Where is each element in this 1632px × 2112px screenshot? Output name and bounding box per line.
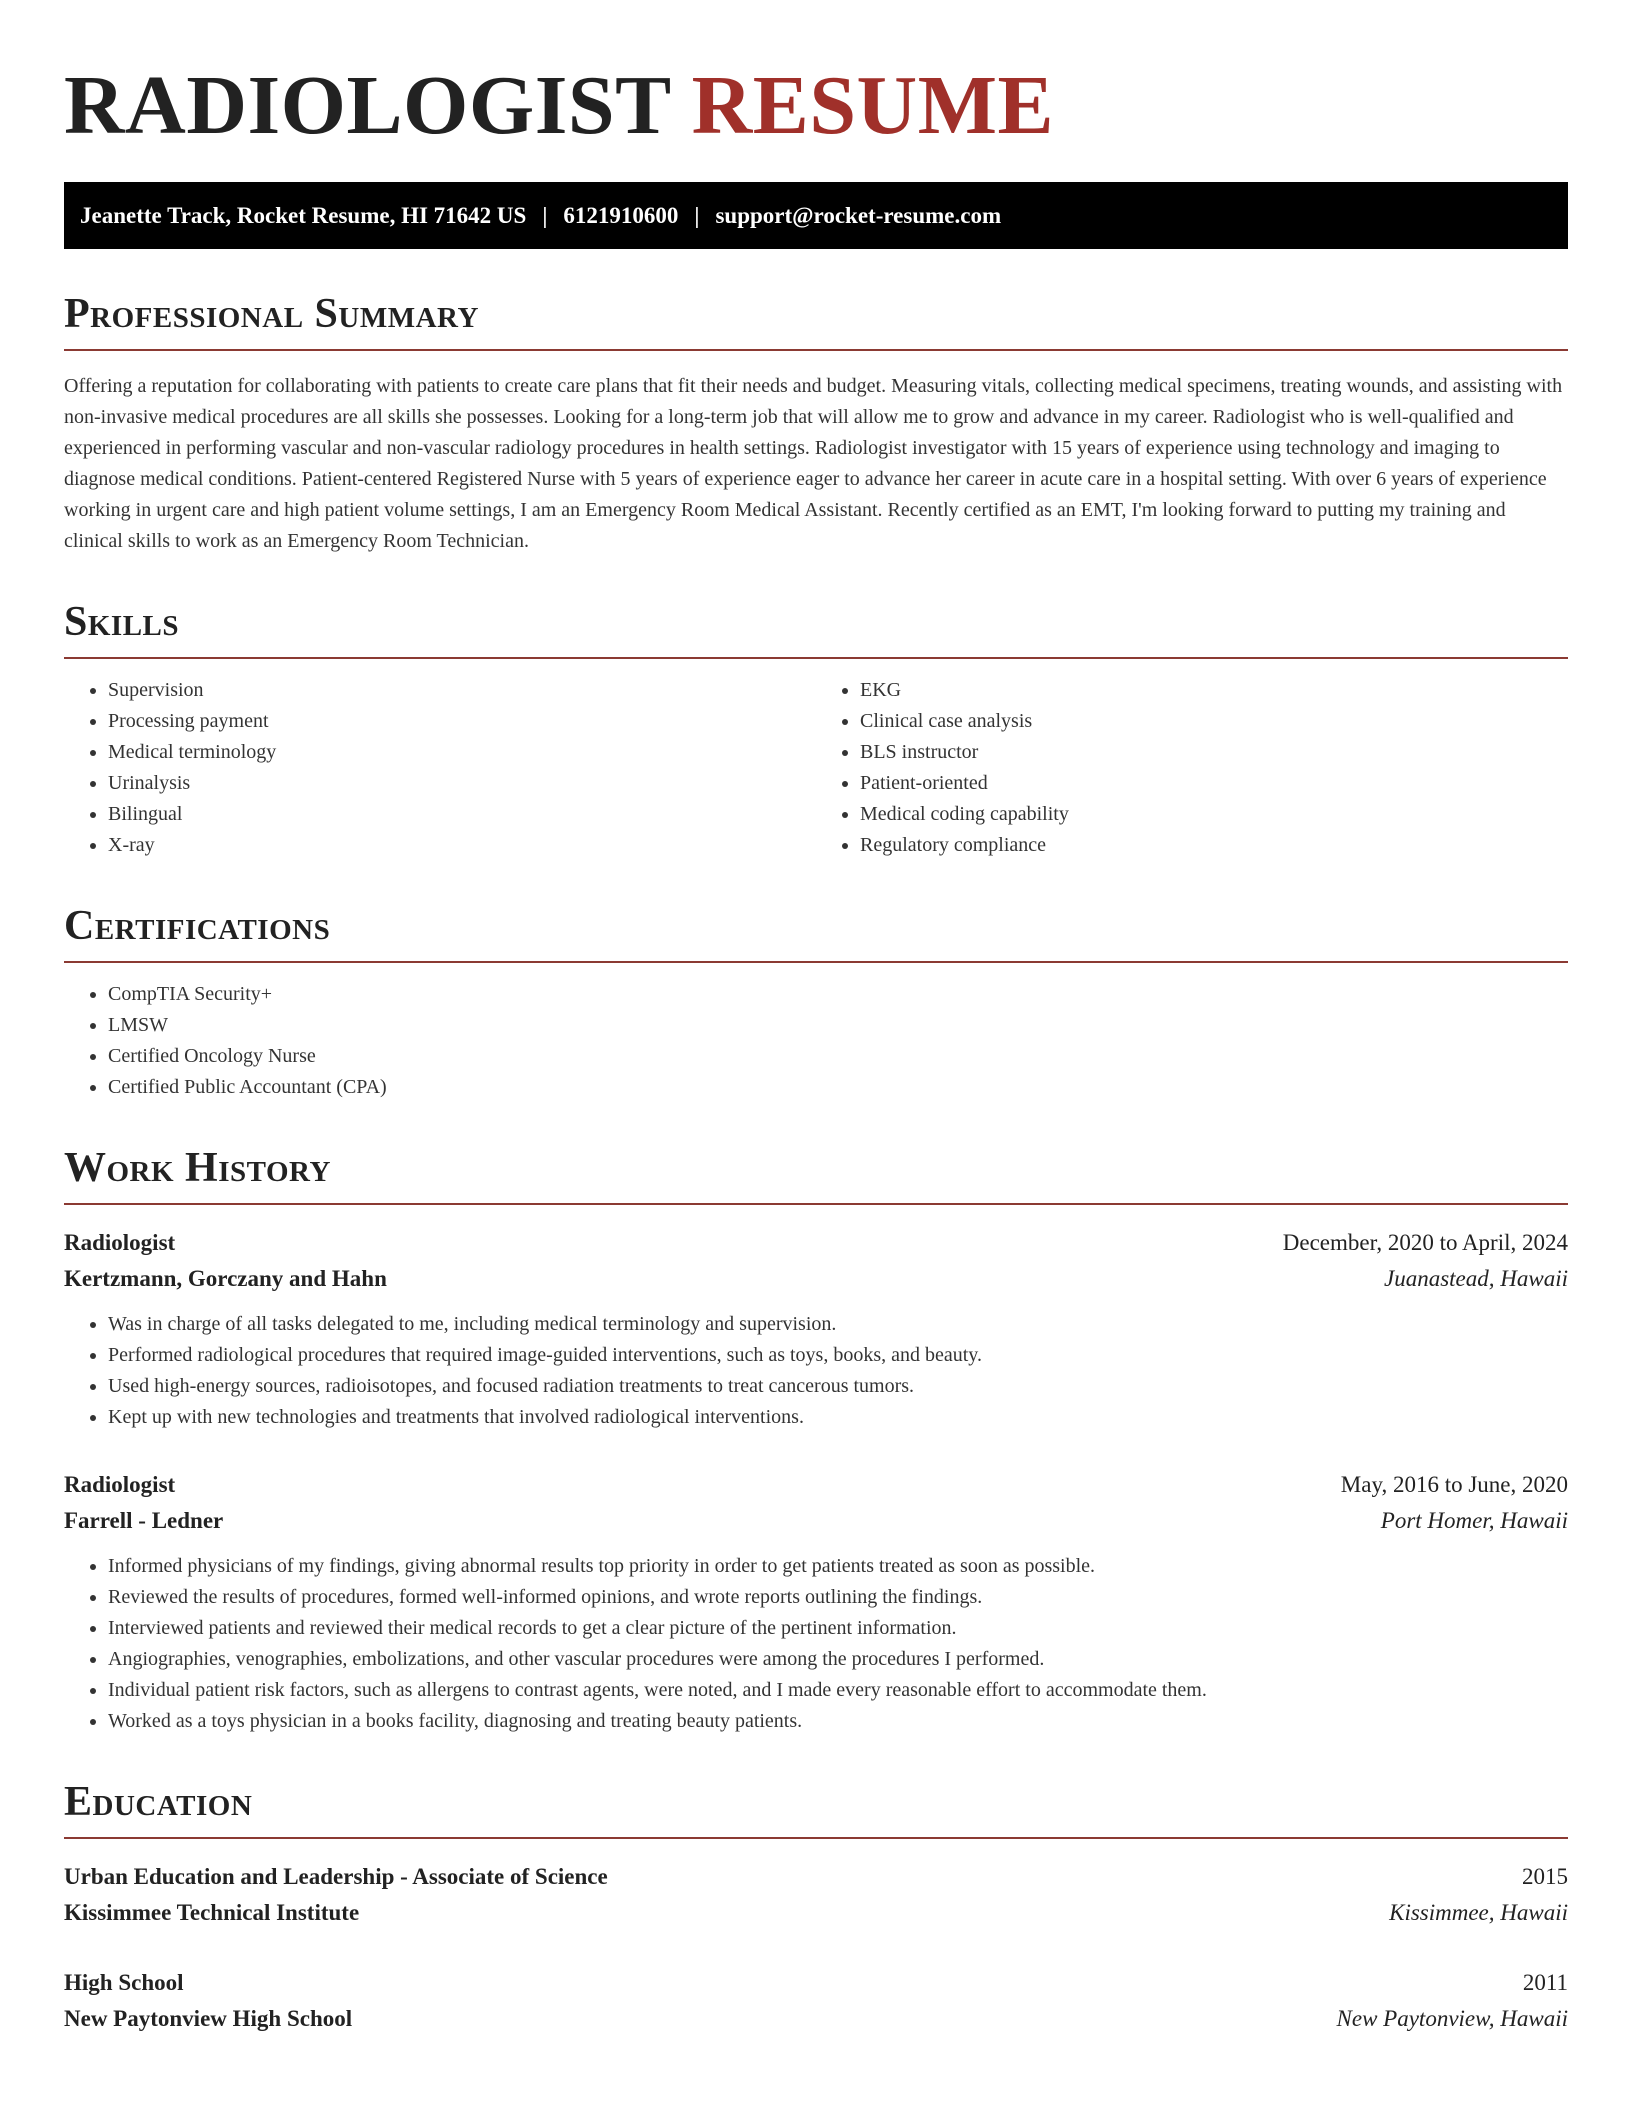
resume-title xyxy=(64,59,1568,152)
contact-separator: | xyxy=(694,202,700,228)
education-year: 2011 xyxy=(1522,1970,1568,1995)
skills-list-left xyxy=(64,675,816,861)
job-bullet: • Kept up with new technologies and treatments that involved radiological interventions. xyxy=(108,1402,1568,1433)
skill-item: • Medical terminology xyxy=(108,737,816,768)
education-location: Kissimmee, Hawaii xyxy=(1389,1900,1568,1925)
certifications-list xyxy=(64,979,1568,1103)
skill-item: • Bilingual xyxy=(108,799,816,830)
contact-phone: 6121910600 xyxy=(563,202,679,228)
contact-bar xyxy=(64,182,1568,249)
skills-list-right xyxy=(816,675,1568,861)
job-bullet: • Used high-energy sources, radioisotopes, and focused radiation treatments to treat cancerous tumors. xyxy=(108,1371,1568,1402)
skill-item: • Regulatory compliance xyxy=(860,830,1568,861)
skill-item: • Clinical case analysis xyxy=(860,706,1568,737)
job-dates: December, 2020 to April, 2024 xyxy=(1282,1230,1568,1255)
job-bullet: • Performed radiological procedures that required image-guided interventions, such as toys, books, and beauty. xyxy=(108,1340,1568,1371)
certifications-heading: Certifications xyxy=(64,905,1568,963)
summary-heading: Professional Summary xyxy=(64,293,1568,351)
job-entry xyxy=(64,1467,1568,1737)
skills-heading: Skills xyxy=(64,601,1568,659)
education-year: 2015 xyxy=(1522,1864,1568,1889)
certifications-section xyxy=(64,905,1568,1103)
job-title: Radiologist xyxy=(64,1472,176,1497)
skill-item: • Patient-oriented xyxy=(860,768,1568,799)
summary-section xyxy=(64,293,1568,557)
education-heading: Education xyxy=(64,1781,1568,1839)
skill-item: • Urinalysis xyxy=(108,768,816,799)
job-bullets xyxy=(64,1309,1568,1433)
skill-item: • Medical coding capability xyxy=(860,799,1568,830)
education-location: New Paytonview, Hawaii xyxy=(1336,2006,1568,2031)
work-heading: Work History xyxy=(64,1147,1568,1205)
education-school-row xyxy=(64,1895,1568,1931)
job-title-row xyxy=(64,1467,1568,1503)
job-bullet: • Reviewed the results of procedures, formed well-informed opinions, and wrote reports outlining the findings. xyxy=(108,1582,1568,1613)
job-location: Port Homer, Hawaii xyxy=(1380,1508,1568,1533)
education-entry xyxy=(64,1965,1568,2037)
skill-item: • EKG xyxy=(860,675,1568,706)
job-bullet: • Individual patient risk factors, such as allergens to contrast agents, were noted, and I made every reasonable effort to accommodate them. xyxy=(108,1675,1568,1706)
education-degree: Urban Education and Leadership - Associate of Science xyxy=(64,1864,608,1889)
skills-section xyxy=(64,601,1568,861)
contact-email[interactable]: support@rocket-resume.com xyxy=(715,202,1002,228)
job-bullet: • Was in charge of all tasks delegated to me, including medical terminology and supervision. xyxy=(108,1309,1568,1340)
title-accent: RESUME xyxy=(691,59,1055,152)
job-bullet: • Interviewed patients and reviewed their medical records to get a clear picture of the pertinent information. xyxy=(108,1613,1568,1644)
job-bullets xyxy=(64,1551,1568,1737)
certification-item: • Certified Oncology Nurse xyxy=(108,1041,1568,1072)
job-entry xyxy=(64,1225,1568,1433)
skill-item: • X-ray xyxy=(108,830,816,861)
job-title: Radiologist xyxy=(64,1230,176,1255)
contact-address: Jeanette Track, Rocket Resume, HI 71642 US xyxy=(80,202,527,228)
title-main: RADIOLOGIST xyxy=(64,59,671,152)
work-section xyxy=(64,1147,1568,1737)
skill-item: • Processing payment xyxy=(108,706,816,737)
education-school-row xyxy=(64,2001,1568,2037)
job-dates: May, 2016 to June, 2020 xyxy=(1340,1472,1568,1497)
job-title-row xyxy=(64,1225,1568,1261)
job-company: Farrell - Ledner xyxy=(64,1508,224,1533)
skill-item: • BLS instructor xyxy=(860,737,1568,768)
skill-item: • Supervision xyxy=(108,675,816,706)
certification-item: • CompTIA Security+ xyxy=(108,979,1568,1010)
job-location: Juanastead, Hawaii xyxy=(1384,1266,1568,1291)
skills-grid xyxy=(64,659,1568,861)
job-bullet: • Worked as a toys physician in a books facility, diagnosing and treating beauty patients. xyxy=(108,1706,1568,1737)
education-entry xyxy=(64,1859,1568,1931)
certification-item: • LMSW xyxy=(108,1010,1568,1041)
education-degree-row xyxy=(64,1965,1568,2001)
job-company: Kertzmann, Gorczany and Hahn xyxy=(64,1266,387,1291)
education-degree-row xyxy=(64,1859,1568,1895)
education-degree: High School xyxy=(64,1970,184,1995)
summary-text: Offering a reputation for collaborating with patients to create care plans that fit their needs and budget. Measuring vitals, collecting medical specimens, treating wounds, and assisting with non-invasive medical procedures are all skills she possesses. Looking for a long-term job that will allow me to grow and advance in my career. Radiologist who is well-qualified and experienced in performing vascular and non-vascular radiology procedures in health settings. Radiologist investigator with 15 years of experience using technology and imaging to diagnose medical conditions. Patient-centered Registered Nurse with 5 years of experience eager to advance her career in acute care in a hospital setting. With over 6 years of experience working in urgent care and high patient volume settings, I am an Emergency Room Medical Assistant. Recently certified as an EMT, I'm looking forward to putting my training and clinical skills to work as an Emergency Room Technician. xyxy=(64,375,1563,552)
contact-separator: | xyxy=(542,202,548,228)
education-school: Kissimmee Technical Institute xyxy=(64,1900,360,1925)
job-company-row xyxy=(64,1503,1568,1539)
job-bullet: • Angiographies, venographies, embolizations, and other vascular procedures were among the procedures I performed. xyxy=(108,1644,1568,1675)
education-section xyxy=(64,1781,1568,2037)
job-bullet: • Informed physicians of my findings, giving abnormal results top priority in order to get patients treated as soon as possible. xyxy=(108,1551,1568,1582)
certification-item: • Certified Public Accountant (CPA) xyxy=(108,1072,1568,1103)
job-company-row xyxy=(64,1261,1568,1297)
education-school: New Paytonview High School xyxy=(64,2006,353,2031)
